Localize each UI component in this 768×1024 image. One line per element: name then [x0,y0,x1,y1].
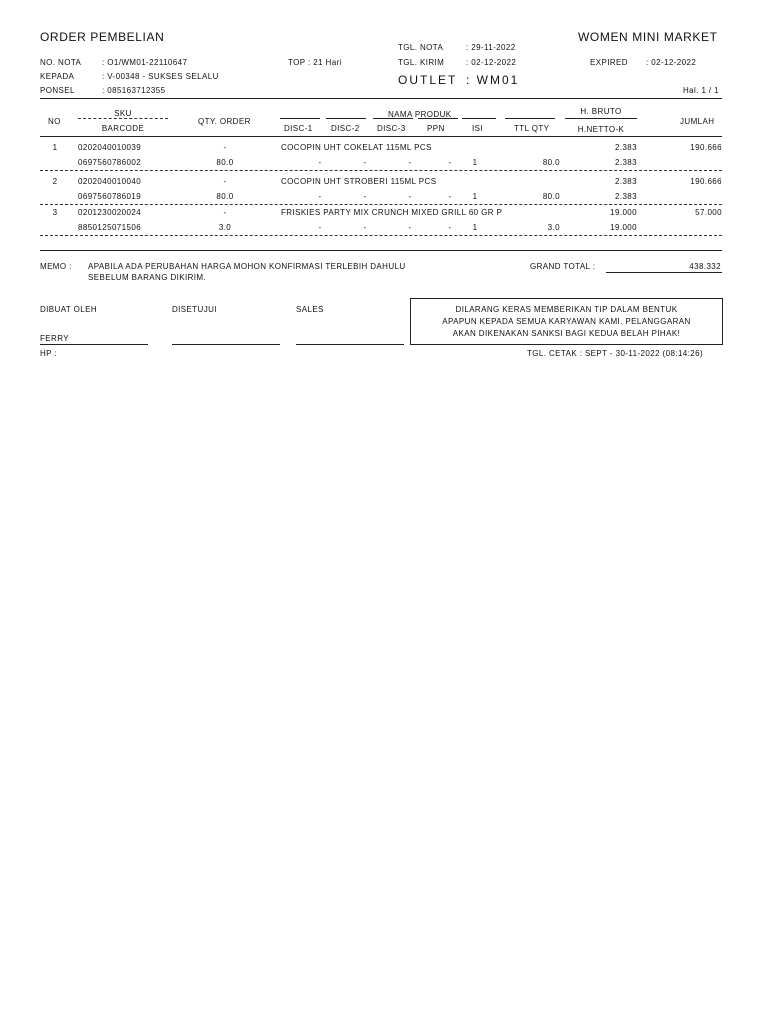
table-bottom-rule [40,250,722,251]
hp-label: HP : [40,349,58,358]
row-barcode: 0697560786019 [78,192,142,201]
sales-label: SALES [296,305,324,314]
row-h-bruto: 2.383 [614,143,637,152]
row-divider [40,235,722,236]
row-disc3: - [408,192,412,201]
row-h-netto: 19.000 [610,223,637,232]
sku-divider [78,118,168,119]
row-sku: 0202040010039 [78,143,142,152]
kepada-label: KEPADA [40,72,75,81]
row-disc2: - [363,158,367,167]
col-ttl-qty: TTL QTY [514,124,550,133]
col-no: NO [48,117,61,126]
grand-total-rule [606,272,722,273]
row-sku: 0202040010040 [78,177,142,186]
signature-line-disetujui [172,344,280,345]
col-sku: SKU [114,109,132,118]
row-disc1: - [318,192,322,201]
row-ppn: - [448,158,452,167]
row-no: 2 [52,177,58,186]
notice-line-2: APAPUN KEPADA SEMUA KARYAWAN KAMI. PELANGGARAN [442,317,691,326]
row-qty-top: - [223,177,227,186]
row-disc2: - [363,223,367,232]
row-ttl-qty: 80.0 [542,158,560,167]
row-barcode: 8850125071506 [78,223,142,232]
col-disc2: DISC-2 [331,124,360,133]
row-barcode: 0697560786002 [78,158,142,167]
isi-rule [462,118,496,119]
row-name: FRISKIES PARTY MIX CRUNCH MIXED GRILL 60 GR P [281,208,503,217]
col-barcode: BARCODE [101,124,145,133]
row-qty-top: - [223,208,227,217]
col-qty-order: QTY. ORDER [198,117,251,126]
row-name: COCOPIN UHT STROBERI 115ML PCS [281,177,437,186]
signature-line-dibuat [40,344,148,345]
tgl-nota-label: TGL. NOTA [398,43,444,52]
row-divider [40,170,722,171]
signature-line-sales [296,344,404,345]
tgl-kirim-value: : 02-12-2022 [466,58,517,67]
col-h-netto: H.NETTO-K [577,125,625,134]
row-sku: 0201230020024 [78,208,142,217]
outlet-label: OUTLET [398,73,458,87]
col-isi: ISI [472,124,483,133]
row-ppn: - [448,223,452,232]
disc1-rule [280,118,320,119]
memo-line-2: SEBELUM BARANG DIKIRIM. [88,273,207,282]
column-header-divider [40,136,722,137]
row-divider [40,204,722,205]
no-nota-label: NO. NOTA [40,58,82,67]
row-disc2: - [363,192,367,201]
notice-line-1: DILARANG KERAS MEMBERIKAN TIP DALAM BENTUK [455,305,678,314]
row-qty: 80.0 [216,158,234,167]
row-ttl-qty: 80.0 [542,192,560,201]
expired-value: : 02-12-2022 [646,58,697,67]
store-name: WOMEN MINI MARKET [578,30,718,44]
dibuat-oleh-label: DIBUAT OLEH [40,305,98,314]
row-disc1: - [318,158,322,167]
signer-name: FERRY [40,334,69,343]
col-jumlah: JUMLAH [680,117,715,126]
row-h-netto: 2.383 [614,158,637,167]
header-divider [40,98,722,99]
row-qty: 80.0 [216,192,234,201]
row-disc3: - [408,223,412,232]
row-name: COCOPIN UHT COKELAT 115ML PCS [281,143,432,152]
row-isi: 1 [472,158,478,167]
ponsel-label: PONSEL [40,86,75,95]
top-terms: TOP : 21 Hari [288,58,342,67]
kepada-value: : V-00348 - SUKSES SELALU [102,72,219,81]
row-h-netto: 2.383 [614,192,637,201]
expired-label: EXPIRED [590,58,628,67]
memo-label: MEMO : [40,262,72,271]
grand-total-value: 438.332 [689,262,721,271]
tgl-nota-value: : 29-11-2022 [466,43,516,52]
row-isi: 1 [472,223,478,232]
row-jumlah: 57.000 [695,208,722,217]
row-ppn: - [448,192,452,201]
outlet-value: : WM01 [466,73,520,87]
tgl-kirim-label: TGL. KIRIM [398,58,445,67]
row-h-bruto: 19.000 [610,208,637,217]
notice-line-3: AKAN DIKENAKAN SANKSI BAGI KEDUA BELAH PIHAK! [452,329,681,338]
disc2-rule [326,118,366,119]
row-no: 3 [52,208,58,217]
ttl-qty-rule [505,118,555,119]
col-h-bruto: H. BRUTO [580,107,622,116]
document-title: ORDER PEMBELIAN [40,30,165,44]
row-disc3: - [408,158,412,167]
h-bruto-rule [565,118,637,119]
row-disc1: - [318,223,322,232]
memo-line-1: APABILA ADA PERUBAHAN HARGA MOHON KONFIRMASI TERLEBIH DAHULU [88,262,406,271]
col-ppn: PPN [427,124,445,133]
disetujui-label: DISETUJUI [172,305,217,314]
row-ttl-qty: 3.0 [547,223,560,232]
ponsel-value: : 085163712355 [102,86,166,95]
col-disc1: DISC-1 [284,124,313,133]
print-date: TGL. CETAK : SEPT - 30-11-2022 (08:14:26) [527,349,704,358]
col-nama-produk: NAMA PRODUK [388,110,452,119]
row-isi: 1 [472,192,478,201]
grand-total-label: GRAND TOTAL : [530,262,596,271]
notice-box [410,298,723,345]
row-no: 1 [52,143,58,152]
row-qty: 3.0 [218,223,232,232]
col-disc3: DISC-3 [377,124,406,133]
row-qty-top: - [223,143,227,152]
row-jumlah: 190.666 [690,177,722,186]
row-h-bruto: 2.383 [614,177,637,186]
row-jumlah: 190.666 [690,143,722,152]
page-number: Hal. 1 / 1 [683,86,720,95]
no-nota-value: : O1/WM01-22110647 [102,58,188,67]
